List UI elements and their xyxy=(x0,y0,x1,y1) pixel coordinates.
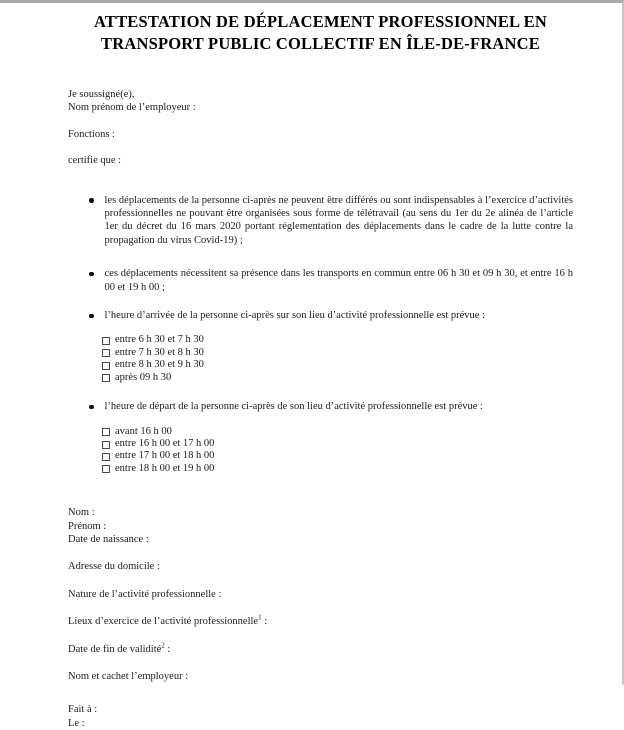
field-date-validite xyxy=(68,643,573,656)
bullet-item-heure-arrivee xyxy=(89,309,573,322)
field-date-validite-label: Date de fin de validité xyxy=(68,643,162,655)
field-fonctions: Fonctions : xyxy=(68,128,115,140)
signature-block xyxy=(68,703,573,730)
field-adresse-domicile: Adresse du domicile : xyxy=(68,561,160,573)
checkbox[interactable] xyxy=(102,441,110,449)
checkbox[interactable] xyxy=(102,349,110,357)
checkbox-option-arrival-4 xyxy=(102,372,573,384)
checkbox[interactable] xyxy=(102,453,110,461)
field-lieux-exercice xyxy=(68,615,573,628)
certification-bullet-list xyxy=(68,194,579,476)
field-date-naissance: Date de naissance : xyxy=(68,533,149,545)
footnote-ref-1: 1 xyxy=(258,613,262,622)
arrival-time-options xyxy=(102,334,573,384)
field-nature-activite: Nature de l’activité professionnelle : xyxy=(68,588,222,600)
departure-time-options xyxy=(102,426,573,476)
checkbox-label: entre 8 h 30 et 9 h 30 xyxy=(115,359,204,371)
bullet-icon xyxy=(89,405,94,410)
checkbox-option-departure-3 xyxy=(102,450,573,462)
checkbox[interactable] xyxy=(102,428,110,436)
document-content xyxy=(0,3,622,730)
bullet-item-transports xyxy=(89,267,576,294)
checkbox-option-arrival-1 xyxy=(102,334,573,346)
document-title xyxy=(68,11,573,55)
field-fait-a: Fait à : xyxy=(68,704,98,716)
bullet-text-heure-arrivee: l’heure d’arrivée de la personne ci-après sur son lieu d’activité professionnelle est prévue : xyxy=(104,310,485,322)
bullet-icon xyxy=(89,198,94,203)
bullet-item-heure-depart xyxy=(89,400,573,413)
bullet-icon xyxy=(89,272,94,277)
field-nom-cachet-employeur: Nom et cachet l’employeur : xyxy=(68,670,189,682)
bullet-item-deplacements xyxy=(89,194,579,248)
bullet-icon xyxy=(89,314,94,319)
checkbox-label: entre 18 h 00 et 19 h 00 xyxy=(115,462,215,474)
field-nom: Nom : xyxy=(68,507,95,519)
bullet-text-heure-depart: l’heure de départ de la personne ci-après de son lieu d’activité professionnelle est prévue : xyxy=(104,401,483,413)
bullet-text-transports: ces déplacements nécessitent sa présence dans les transports en commun entre 06 h 30 et 09 h 30, et entre 16 h 00 et 19 h 00 ; xyxy=(104,268,576,293)
certifie-que-label: certifie que : xyxy=(68,155,122,167)
field-date-validite-suffix: : xyxy=(164,643,171,655)
checkbox-option-arrival-3 xyxy=(102,359,573,371)
intro-je-soussigne: Je soussigné(e), xyxy=(68,89,135,100)
field-lieux-exercice-label: Lieux d’exercice de l’activité professionnelle xyxy=(68,616,259,628)
checkbox-label: entre 17 h 00 et 18 h 00 xyxy=(115,450,215,462)
checkbox[interactable] xyxy=(102,465,110,473)
checkbox-label: entre 6 h 30 et 7 h 30 xyxy=(115,334,204,346)
field-group-identity xyxy=(68,506,573,546)
footnote-ref-2: 2 xyxy=(161,641,165,650)
field-prenom: Prénom : xyxy=(68,520,107,532)
checkbox[interactable] xyxy=(102,362,110,370)
title-line-1: ATTESTATION DE DÉPLACEMENT PROFESSIONNEL EN xyxy=(94,12,547,31)
checkbox[interactable] xyxy=(102,374,110,382)
checkbox-option-departure-4 xyxy=(102,463,573,475)
field-le: Le : xyxy=(68,717,85,729)
checkbox-option-departure-2 xyxy=(102,438,573,450)
bullet-text-deplacements: les déplacements de la personne ci-après ne peuvent être différés ou sont indispensables à l’exercice d’activités professionnelles ne pouvant être organisées sous forme de télétravail (au sens du 1er du 2e alinéa de l’article 1er du décret du 16 mars 2020 portant réglementation des déplacements dans le cadre de la lutte contre la propagation du virus Covid-19) ; xyxy=(104,194,579,246)
field-lieux-exercice-suffix: : xyxy=(261,616,268,628)
checkbox-option-arrival-2 xyxy=(102,347,573,359)
checkbox-label: entre 16 h 00 et 17 h 00 xyxy=(115,437,215,449)
checkbox-label: avant 16 h 00 xyxy=(115,425,172,437)
identity-fields-block xyxy=(68,506,573,730)
checkbox[interactable] xyxy=(102,337,110,345)
checkbox-label: après 09 h 30 xyxy=(115,371,172,383)
title-line-2: TRANSPORT PUBLIC COLLECTIF EN ÎLE-DE-FRANCE xyxy=(101,34,540,53)
checkbox-option-departure-1 xyxy=(102,426,573,438)
checkbox-label: entre 7 h 30 et 8 h 30 xyxy=(115,346,204,358)
field-nom-prenom-employeur: Nom prénom de l’employeur : xyxy=(68,102,196,114)
intro-block xyxy=(68,88,573,115)
